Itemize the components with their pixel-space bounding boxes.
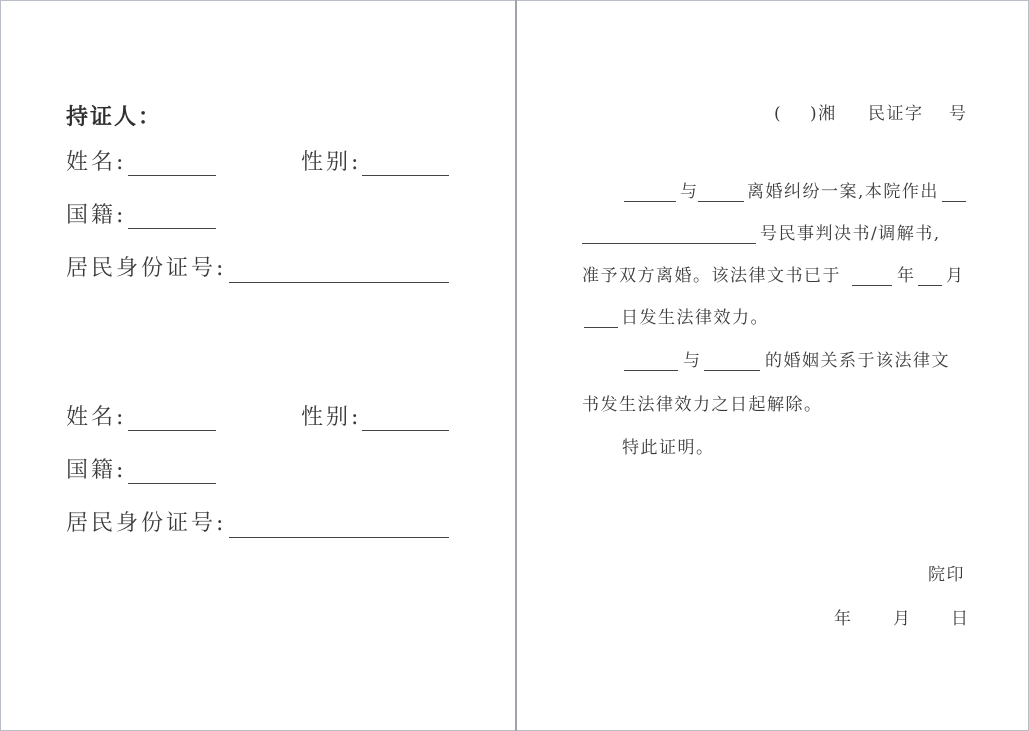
person2-id-label: 居民身份证号:: [66, 511, 227, 536]
effective-year-blank[interactable]: [852, 285, 892, 286]
person2-gender-label: 性别:: [301, 405, 362, 430]
cert-number-prefix: )湘: [810, 104, 837, 124]
person2-nationality-field[interactable]: [128, 483, 216, 484]
page-spine-divider: [515, 0, 517, 731]
person1-id-label: 居民身份证号:: [66, 256, 227, 281]
p7-text: 特此证明。: [622, 438, 715, 458]
holder-title: 持证人：: [66, 104, 163, 130]
person1-id-field[interactable]: [229, 282, 449, 283]
date-month: 月: [893, 609, 912, 629]
p3-text: 准予双方离婚。该法律文书已于: [582, 266, 841, 286]
p3-month: 月: [946, 266, 965, 286]
party-d-blank[interactable]: [704, 370, 760, 371]
person2-name-label: 姓名:: [66, 405, 127, 430]
p4-text: 日发生法律效力。: [621, 308, 769, 328]
court-year-blank[interactable]: [942, 201, 966, 202]
person1-gender-label: 性别:: [301, 150, 362, 175]
party-b-blank[interactable]: [698, 201, 744, 202]
document-number-blank[interactable]: [582, 243, 756, 244]
person1-gender-field[interactable]: [362, 175, 449, 176]
person1-nationality-field[interactable]: [128, 228, 216, 229]
party-c-blank[interactable]: [624, 370, 678, 371]
effective-month-blank[interactable]: [918, 285, 942, 286]
p5-text: 的婚姻关系于该法律文: [765, 351, 950, 371]
party-a-blank[interactable]: [624, 201, 676, 202]
p2-text: 号民事判决书/调解书,: [760, 224, 941, 244]
person2-nationality-label: 国籍:: [66, 458, 127, 483]
p6-text: 书发生法律效力之日起解除。: [582, 395, 823, 415]
p1-yu: 与: [680, 182, 699, 202]
date-year: 年: [834, 609, 853, 629]
cert-number-open-paren: (: [774, 104, 783, 124]
cert-number-suffix: 号: [949, 104, 968, 124]
person1-name-label: 姓名:: [66, 150, 127, 175]
person1-name-field[interactable]: [128, 175, 216, 176]
person2-gender-field[interactable]: [362, 430, 449, 431]
effective-day-blank[interactable]: [584, 327, 618, 328]
p1-text: 离婚纠纷一案,本院作出: [747, 182, 939, 202]
p3-year: 年: [897, 266, 916, 286]
date-day: 日: [951, 609, 970, 629]
person2-name-field[interactable]: [128, 430, 216, 431]
cert-number-type: 民证字: [868, 104, 924, 124]
person2-id-field[interactable]: [229, 537, 449, 538]
court-seal-label: 院印: [928, 565, 965, 585]
p5-yu: 与: [683, 351, 702, 371]
person1-nationality-label: 国籍:: [66, 203, 127, 228]
